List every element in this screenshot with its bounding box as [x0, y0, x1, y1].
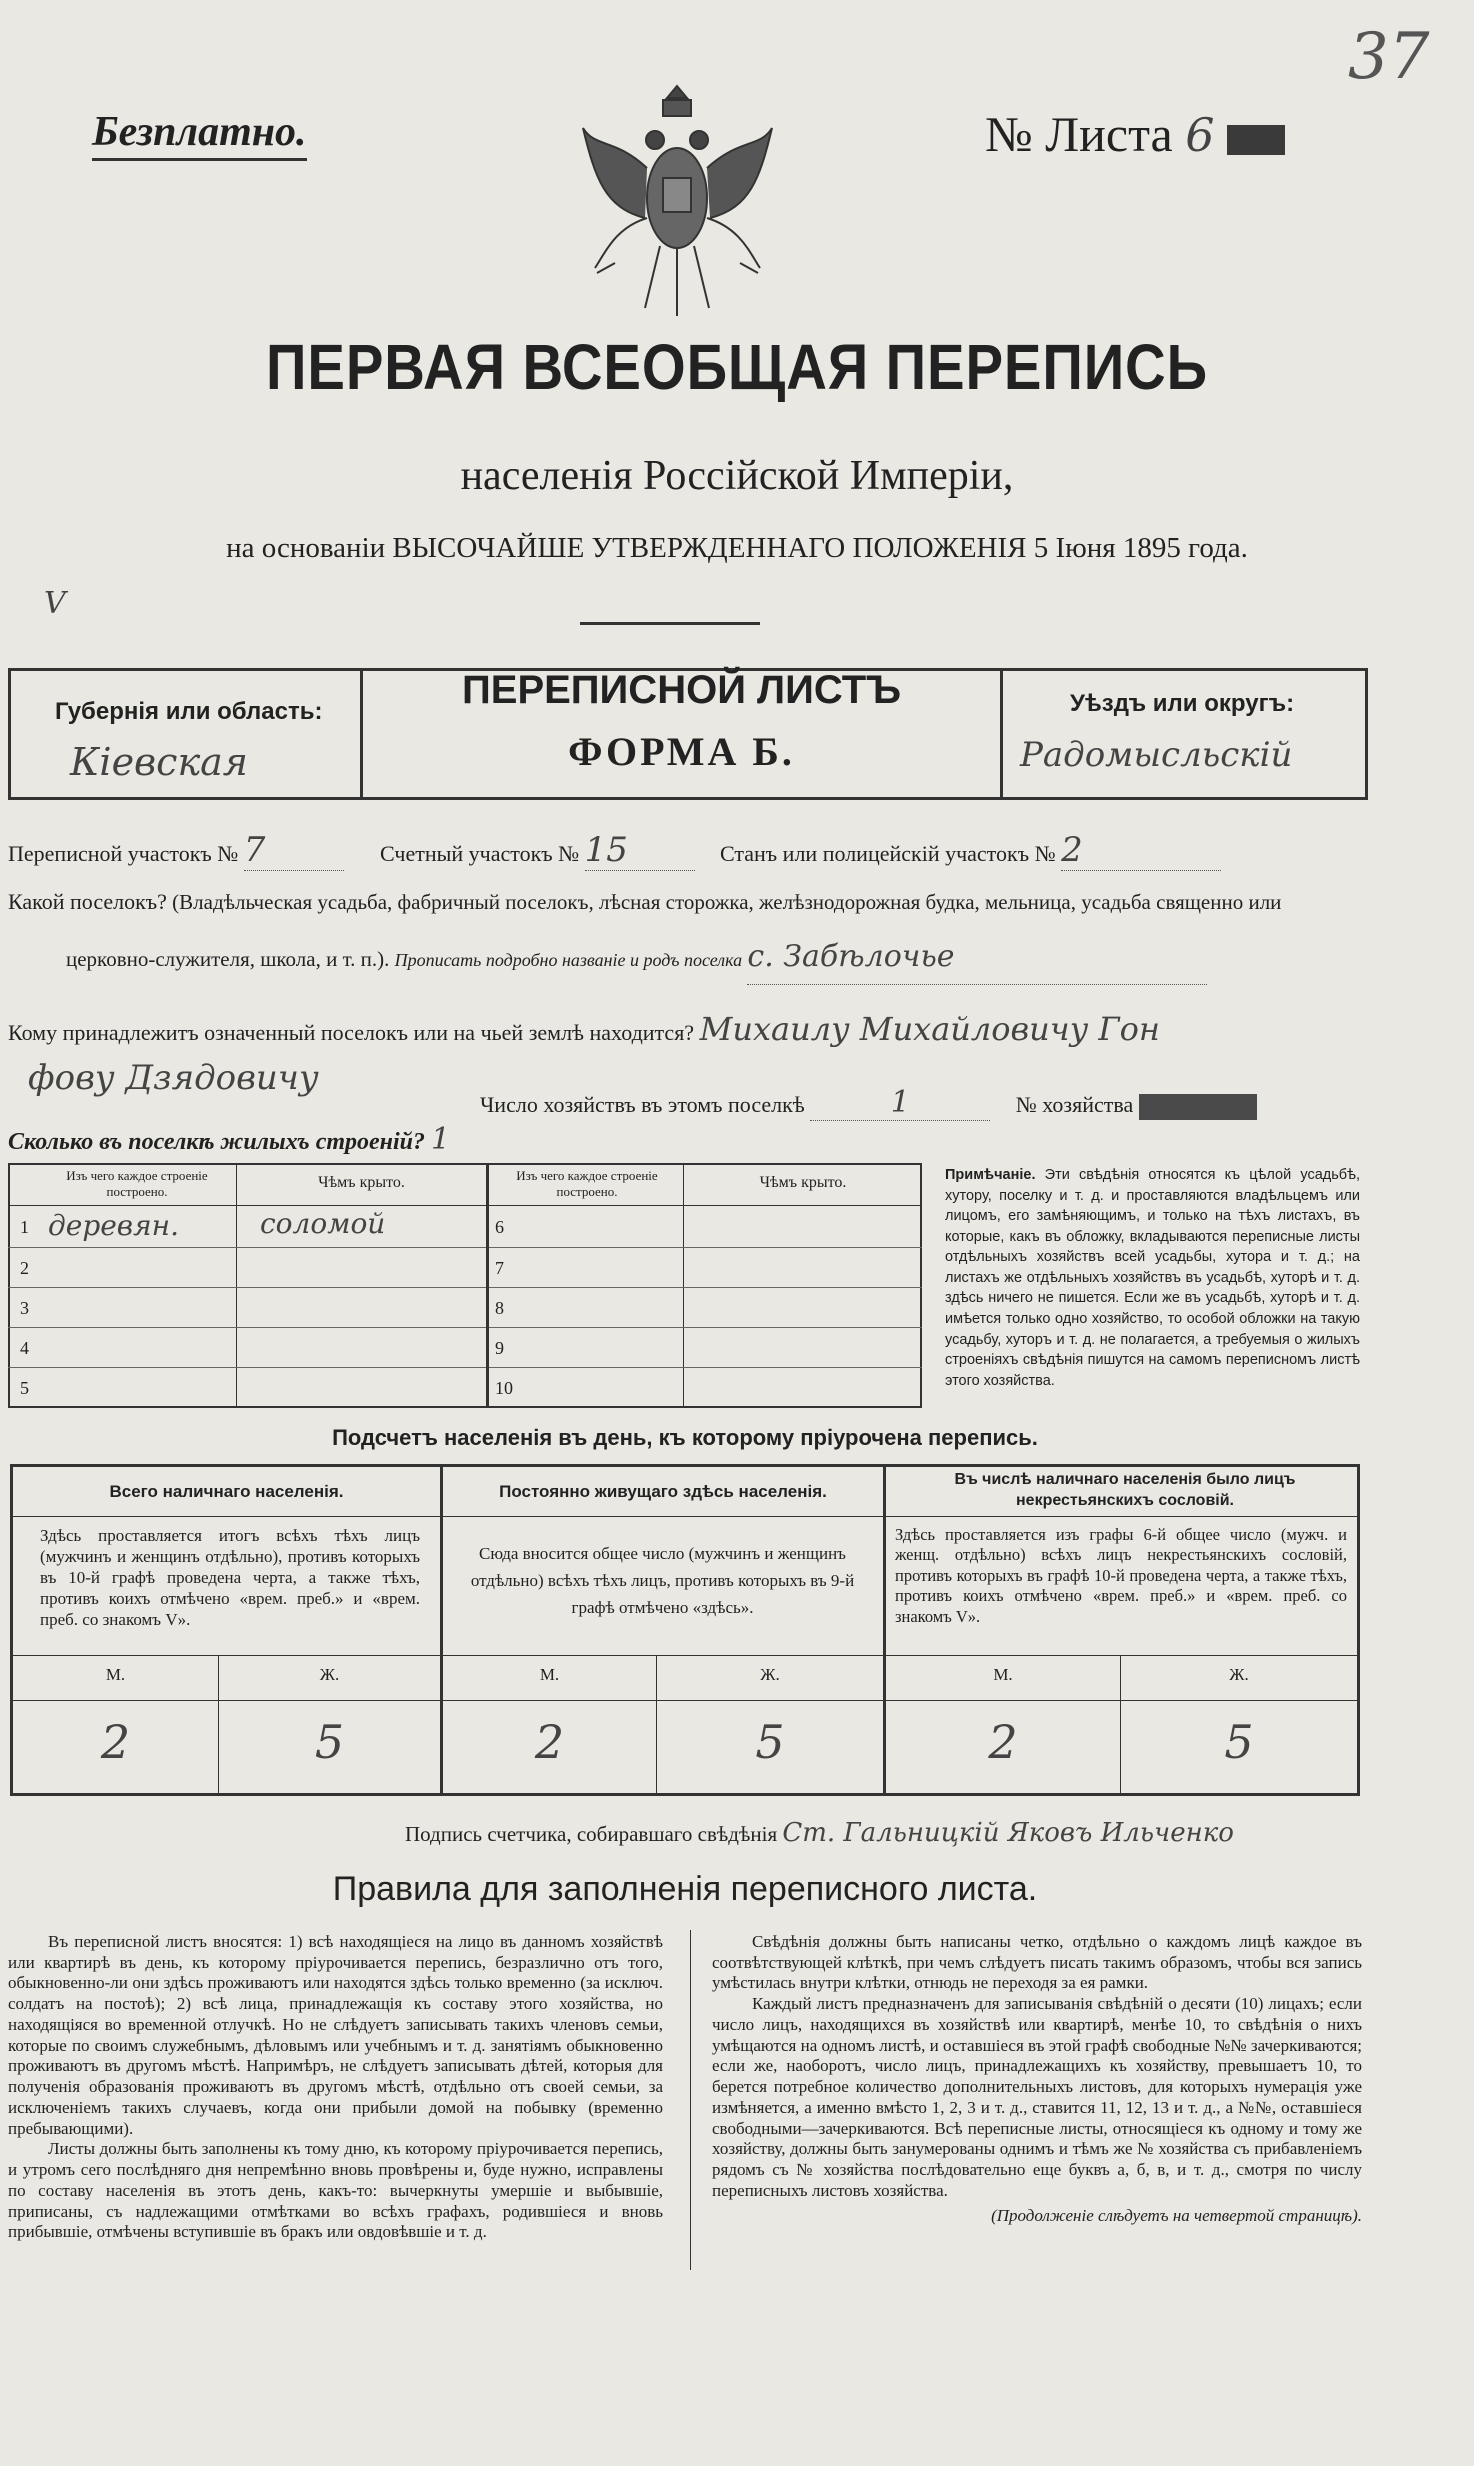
form-subtitle: ФОРМА Б. — [568, 729, 795, 774]
pop-col-2-desc: Сюда вносится общее число (мужчинъ и женщинъ отдѣльно) всѣхъ тѣхъ лицъ, противъ которыхъ въ 9-й графѣ отмѣчено «здѣсь». — [470, 1544, 855, 1618]
rules-right-p2: Каждый листъ предназначенъ для записыванія свѣдѣній о десяти (10) лицахъ; если число лицъ, находящихся въ хозяйствѣ или квартирѣ, менѣе 10, то свѣдѣнія о нихъ умѣщаются на одномъ листѣ, и оставшіеся въ этой графѣ свободные №№ зачеркиваются; если же, наоборотъ, число лицъ, принадлежащихъ къ хозяйству, превышаетъ 10, то берется потребное количество дополнительныхъ листовъ, для которыхъ нумерація уже измѣняется, а именно вмѣсто 1, 2, 3 и т. д., ставится 11, 12, 13 и т. д., а №№, оставшіеся свободными—зачеркиваются. Всѣ переписные листы, относящіеся къ одному и тому же хозяйству, должны быть занумерованы однимъ и тѣмъ же № хозяйства съ прибавленіемъ рядомъ съ № хозяйства послѣдовательно еще буквъ а, б, в, и т. д., смотря по числу переписныхъ листовъ хозяйства. — [712, 1994, 1362, 2200]
buildings-col-material-right: Изъ чего каждое строеніе построено. — [516, 1168, 658, 1200]
settlement-hint-2: церковно-служителя, школа, и т. п.). — [66, 946, 390, 971]
title-divider — [580, 622, 760, 625]
owner-value-2: фову Дзядовичу — [28, 1058, 319, 1098]
count-area-field — [380, 830, 695, 871]
pop-col-3-f-value: 5 — [1224, 1715, 1254, 1769]
dwellings-label: Сколько въ поселкѣ жилыхъ строеній? — [8, 1129, 425, 1155]
signature-value: Ст. Гальницкій Яковъ Ильченко — [782, 1818, 1234, 1848]
table-row — [8, 1207, 486, 1248]
owner-label: Кому принадлежитъ означенный поселокъ или на чьей землѣ находится? — [8, 1020, 695, 1045]
pop-col-1-desc: Здѣсь проставляется итогъ всѣхъ тѣхъ лицъ (мужчинъ и женщинъ отдѣльно), противъ которыхъ въ 10-й графѣ проведена черта, а также тѣхъ, противъ коихъ отмѣчено «врем. преб.» и «врем. преб. со знакомъ V». — [40, 1526, 420, 1630]
buildings-col-roof-right: Чѣмъ крыто. — [759, 1174, 847, 1191]
pop-head-rule-1 — [13, 1516, 440, 1517]
pop-col-3-head: Въ числѣ наличнаго населенія было лицъ некрестьянскихъ сословій. — [954, 1471, 1296, 1509]
pop-col-1-f-label: Ж. — [319, 1665, 340, 1684]
row-number: 1 — [20, 1217, 29, 1237]
table-row — [489, 1368, 922, 1407]
pop-col-3-desc: Здѣсь проставляется изъ графы 6-й общее число (мужч. и женщ. отдѣльно) всѣхъ лицъ некрестьянскихъ сословій, противъ которыхъ въ графѣ 10-й проведена черта, а также тѣхъ, противъ коихъ отмѣчено «врем. преб.» и «врем. преб. со знакомъ V». — [895, 1525, 1347, 1626]
buildings-rows-right — [489, 1207, 922, 1407]
settlement-label: Какой поселокъ? — [8, 889, 167, 914]
dwellings-field — [8, 1122, 450, 1157]
settlement-hint: (Владѣльческая усадьба, фабричный поселокъ, лѣсная сторожка, желѣзнодорожная будка, мельница, усадьба священно или — [172, 890, 1282, 914]
settlement-field — [8, 882, 1358, 985]
form-box-divider-right — [1000, 668, 1003, 800]
buildings-col-material-left: Изъ чего каждое строеніе построено. — [66, 1168, 208, 1200]
row-roof: соломой — [260, 1207, 386, 1240]
rules-right-p1: Свѣдѣнія должны быть написаны четко, отдѣльно о каждомъ лицѣ каждое въ соотвѣтствующей клѣткѣ, при чемъ слѣдуетъ писать такимъ образомъ, чтобы вся запись умѣстилась внутри клѣтки, отнюдь не переходя за ея рамки. — [712, 1932, 1362, 1993]
pop-col-1-m-label: М. — [105, 1665, 126, 1684]
table-row — [8, 1368, 486, 1407]
row-number: 2 — [20, 1258, 29, 1278]
households-label: Число хозяйствъ въ этомъ поселкѣ — [480, 1092, 805, 1117]
rules-column-divider — [690, 1930, 691, 2270]
count-area-label: Счетный участокъ № — [380, 841, 580, 866]
rules-right-column — [712, 1932, 1362, 2226]
row-number: 8 — [495, 1298, 504, 1318]
form-title: ПЕРЕПИСНОЙ ЛИСТЪ — [462, 668, 901, 712]
pop-col-1-head: Всего наличнаго населенія. — [109, 1482, 344, 1501]
table-row — [489, 1288, 922, 1328]
imperial-eagle-emblem — [575, 78, 780, 323]
buildings-col-roof-left: Чѣмъ крыто. — [318, 1174, 405, 1191]
rules-continuation: (Продолженіе слѣдуетъ на четвертой страницѣ). — [991, 2205, 1362, 2225]
free-label: Безплатно. — [92, 108, 307, 161]
pop-head-rule-3 — [886, 1516, 1357, 1517]
pop-mf-rule — [13, 1655, 1357, 1656]
households-field — [480, 1085, 1257, 1121]
legal-basis: на основаніи ВЫСОЧАЙШЕ УТВЕРЖДЕННАГО ПОЛОЖЕНІЯ 5 Іюня 1895 года. — [226, 532, 1248, 564]
table-row — [489, 1207, 922, 1248]
settlement-instruction: Прописать подробно названіе и родъ поселка — [394, 949, 743, 970]
row-number: 9 — [495, 1338, 504, 1358]
pop-col-3-m-value: 2 — [988, 1715, 1018, 1769]
signature-field — [405, 1818, 1234, 1848]
pop-mf-rule-2 — [13, 1700, 1357, 1701]
household-no-label: № хозяйства — [1015, 1092, 1134, 1117]
pop-col-1-f-value: 5 — [314, 1715, 345, 1769]
pop-col-2-head: Постоянно живущаго здѣсь населенія. — [499, 1482, 827, 1501]
owner-value-1: Михаилу Михайловичу Гон — [699, 1010, 1160, 1048]
census-area-value: 7 — [244, 830, 344, 871]
buildings-table-header-rule — [8, 1205, 922, 1206]
stan-value: 2 — [1061, 830, 1221, 871]
table-row — [8, 1248, 486, 1288]
pop-col-3-f-label: Ж. — [1229, 1665, 1249, 1684]
row-number: 7 — [495, 1258, 504, 1278]
page-subtitle: населенія Россійской Имперіи, — [460, 453, 1014, 499]
margin-mark: V — [44, 586, 66, 621]
count-area-value: 15 — [585, 830, 695, 871]
guberniya-value: Кіевская — [70, 740, 248, 784]
pop-col-2-f-label: Ж. — [760, 1665, 780, 1684]
table-row — [8, 1288, 486, 1328]
row-number: 10 — [495, 1378, 513, 1398]
row-number: 4 — [20, 1338, 29, 1358]
row-number: 6 — [495, 1217, 504, 1237]
census-area-field — [8, 830, 344, 871]
uezd-value: Радомысльскій — [1020, 735, 1293, 775]
census-area-label: Переписной участокъ № — [8, 841, 239, 866]
uezd-label: Уѣздъ или округъ: — [1070, 690, 1295, 717]
sheet-redaction — [1227, 125, 1285, 155]
rules-left-column — [8, 1932, 663, 2243]
note-lead: Примѣчаніе. — [945, 1167, 1036, 1183]
households-value: 1 — [810, 1085, 990, 1121]
note-text: Эти свѣдѣнія относятся къ цѣлой усадьбѣ, хутору, поселку и т. д. и проставляются владѣльцемъ или лицомъ, его замѣняющимъ, и только на тѣхъ листахъ, въ которые, какъ въ обложку, вкладываются переписные листы отдѣльныхъ хозяйствъ всей усадьбы, хутора и т. д.; на листахъ же отдѣльныхъ хозяйствъ въ усадьбѣ, хуторѣ и т. д. здѣсь ничего не пишется. Если же въ усадьбѣ, хуторѣ и т. д. имѣется только одно хозяйство, то особой обложки на такую усадьбу, хуторъ и т. д. не полагается, а требуемыя о жилыхъ строеніяхъ свѣдѣнія пишутся на самомъ переписномъ листѣ этого хозяйства. — [945, 1167, 1360, 1389]
rules-left-p1: Въ переписной листъ вносятся: 1) всѣ находящіеся на лицо въ данномъ хозяйствѣ или квартирѣ въ день, къ которому пріурочивается перепись, безразлично отъ того, обыкновенно-ли они здѣсь проживаютъ или находятся здѣсь только временно (за исключ. солдатъ на постоѣ); 2) всѣ лица, принадлежащія къ составу этого хозяйства, но находящіяся во временной отлучкѣ. Но не слѣдуетъ записывать такихъ членовъ семьи, которые по своимъ служебнымъ, дѣловымъ или учебнымъ и т. д. занятіямъ обыкновенно проживаютъ въ другомъ мѣстѣ. Напримѣръ, не слѣдуетъ записывать дѣтей, которыя для полученія образованія проживаютъ въ другомъ мѣстѣ, отдѣльно отъ своей семьи, за исключеніемъ такихъ случаевъ, когда они прибыли домой на побывку (временно пребывающими). — [8, 1932, 663, 2138]
household-no-redaction — [1139, 1094, 1257, 1120]
rules-title: Правила для заполненія переписного листа. — [332, 1870, 1038, 1908]
row-number: 3 — [20, 1298, 29, 1318]
sheet-number — [985, 105, 1285, 163]
pop-col-2-m-value: 2 — [534, 1715, 565, 1769]
pop-col-2-f-value: 5 — [755, 1715, 785, 1769]
archive-number: 37 — [1348, 20, 1430, 94]
sheet-value: 6 — [1185, 108, 1215, 162]
pop-head-rule-2 — [443, 1516, 883, 1517]
population-title: Подсчетъ населенія въ день, къ которому пріурочена перепись. — [332, 1425, 1038, 1450]
signature-label: Подпись счетчика, собиравшаго свѣдѣнія — [405, 1822, 778, 1846]
row-number: 5 — [20, 1378, 29, 1398]
pop-col-2-m-label: М. — [539, 1665, 560, 1684]
row-material: деревян. — [48, 1209, 179, 1242]
page-title: ПЕРВАЯ ВСЕОБЩАЯ ПЕРЕПИСЬ — [266, 331, 1208, 403]
note-block — [945, 1165, 1360, 1391]
stan-label: Станъ или полицейскій участокъ № — [720, 841, 1056, 866]
stan-field — [720, 830, 1221, 871]
guberniya-label: Губернія или область: — [55, 698, 323, 725]
table-row — [489, 1328, 922, 1368]
pop-col-3-m-label: М. — [993, 1665, 1013, 1684]
dwellings-value: 1 — [431, 1122, 451, 1157]
buildings-rows-left — [8, 1207, 486, 1407]
table-row — [489, 1248, 922, 1288]
sheet-label: № Листа — [985, 106, 1173, 162]
pop-col-1-m-value: 2 — [100, 1715, 131, 1769]
settlement-value: с. Забѣлочье — [747, 930, 1207, 985]
table-row — [8, 1328, 486, 1368]
rules-left-p2: Листы должны быть заполнены къ тому дню, къ которому пріурочивается перепись, и утромъ сего послѣдняго дня непремѣнно вновь провѣрены и, буде нужно, исправлены по составу населенія въ этотъ день, какъ-то: вычеркнуты умершіе и выбывшіе, приписаны, съ надлежащими отмѣтками во всѣхъ графахъ, родившіеся и вновь прибывшіе, отмѣчены вступившіе въ бракъ или овдовѣвшіе и т. д. — [8, 2139, 663, 2242]
